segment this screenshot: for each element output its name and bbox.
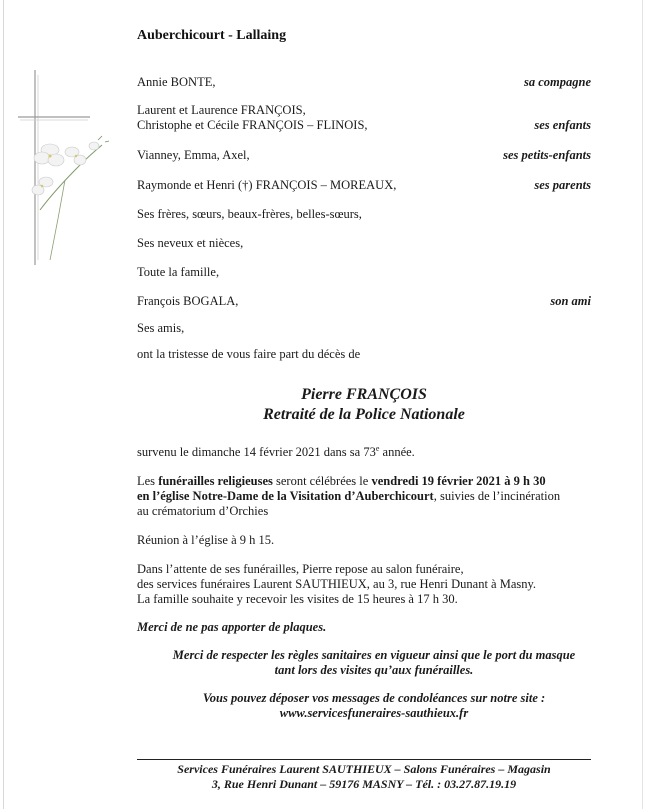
- family-relation: sa compagne: [523, 75, 591, 89]
- family-names: Vianney, Emma, Axel,: [137, 148, 250, 162]
- family-relation: ses parents: [534, 178, 591, 192]
- footer-address: 3, Rue Henri Dunant – 59176 MASNY – Tél. : 03.27.87.19.19: [211, 777, 517, 791]
- website-link[interactable]: www.servicesfuneraires-sauthieux.fr: [279, 706, 469, 720]
- family-row: [137, 148, 591, 163]
- family-names: Annie BONTE,: [137, 75, 216, 89]
- footer: [137, 762, 591, 792]
- family-relation: ses enfants: [534, 118, 591, 132]
- sanitary-notice: Merci de respecter les règles sanitaires en vigueur ainsi que le port du masque tant lors des visites qu’aux funérailles.: [172, 648, 576, 677]
- family-row: [137, 236, 591, 251]
- scan-edge-left: [3, 0, 4, 809]
- family-row: [137, 75, 591, 90]
- deceased-block: [137, 385, 591, 425]
- family-names: François BOGALA,: [137, 294, 239, 308]
- family-names: Ses neveux et nièces,: [137, 236, 244, 250]
- condolences-notice: Vous pouvez déposer vos messages de condoléances sur notre site : www.servicesfuneraires-sauthieux.fr: [137, 691, 611, 721]
- death-date: survenu le dimanche 14 février 2021 dans sa 73e année.: [137, 443, 415, 459]
- family-names: Raymonde et Henri (†) FRANÇOIS – MOREAUX,: [137, 178, 397, 192]
- town-heading: Auberchicourt - Lallaing: [137, 28, 287, 43]
- family-names: Toute la famille,: [137, 265, 220, 279]
- scan-edge-right: [642, 0, 643, 809]
- family-names: Ses amis,: [137, 321, 185, 335]
- deceased-name: Pierre FRANÇOIS: [301, 386, 427, 403]
- family-row: [137, 265, 591, 280]
- family-names: Laurent et Laurence FRANÇOIS, Christophe et Cécile FRANÇOIS – FLINOIS,: [137, 103, 368, 132]
- cross-flowers-icon: [10, 70, 120, 270]
- footer-company: Services Funéraires Laurent SAUTHIEUX – Salons Funéraires – Magasin: [177, 762, 551, 776]
- family-row: [137, 178, 591, 193]
- footer-divider: [137, 759, 591, 760]
- family-relation: son ami: [550, 294, 591, 308]
- reunion-info: Réunion à l’église à 9 h 15.: [137, 533, 275, 547]
- funeral-info: Les funérailles religieuses seront célébrées le vendredi 19 février 2021 à 9 h 30 en l’église Notre-Dame de la Visitation d’Auberchicourt, suivies de l’incinération au crématorium d’Orchies: [137, 474, 561, 518]
- family-relation: ses petits-enfants: [503, 148, 591, 162]
- announcement-intro: ont la tristesse de vous faire part du décès de: [137, 347, 361, 361]
- deceased-title: Retraité de la Police Nationale: [263, 406, 465, 423]
- family-row: [137, 294, 591, 309]
- viewing-info: Dans l’attente de ses funérailles, Pierre repose au salon funéraire, des services funéraires Laurent SAUTHIEUX, au 3, rue Henri Dunant à Masny. La famille souhaite y recevoir les visites de 15 heures à 17 h 30.: [137, 562, 537, 606]
- family-row: [137, 321, 591, 336]
- family-names: Ses frères, sœurs, beaux-frères, belles-sœurs,: [137, 207, 362, 221]
- family-row: [137, 207, 591, 222]
- family-row: [137, 103, 591, 133]
- no-plaques-notice: Merci de ne pas apporter de plaques.: [137, 620, 327, 634]
